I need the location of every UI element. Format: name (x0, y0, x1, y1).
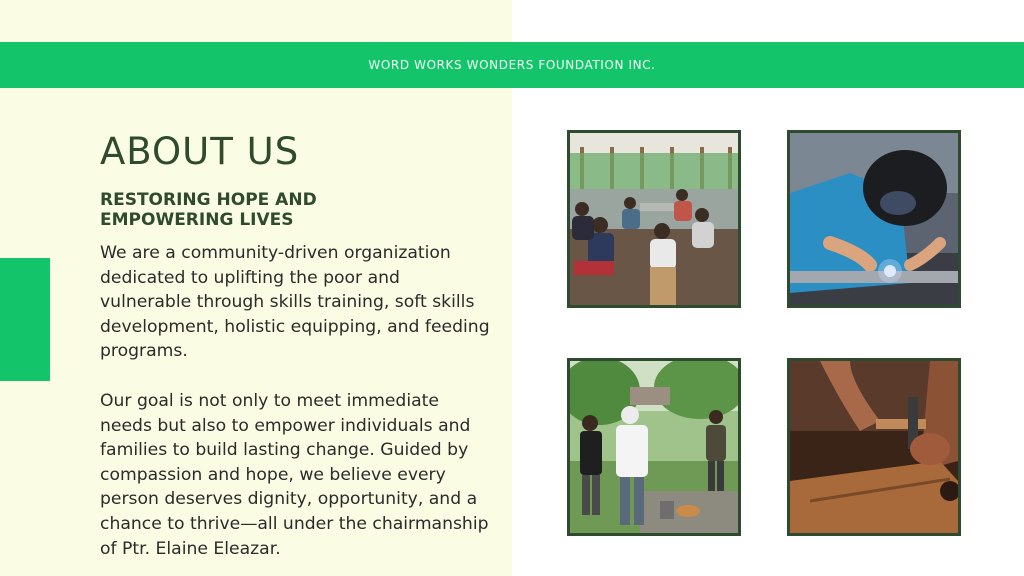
outdoor-community-photo (567, 358, 741, 536)
top-banner (0, 42, 1024, 88)
page-subtitle: RESTORING HOPE AND EMPOWERING LIVES (100, 190, 317, 230)
side-accent-bar (0, 258, 50, 381)
woodworking-photo (787, 358, 961, 536)
about-paragraph-1: We are a community-driven organization dedicated to uplifting the poor and vulnerable through skills training, soft skills development, holistic equipping, and feeding programs. (100, 243, 490, 362)
about-paragraph-2: Our goal is not only to meet immediate needs but also to empower individuals and families to build lasting change. Guided by compassion and hope, we believe every person deserves dignity, opportunity, and a chance to thrive—all under the chairmanship of Ptr. Elaine Eleazar. (100, 391, 489, 559)
organization-name: WORD WORKS WONDERS FOUNDATION INC. (368, 58, 656, 72)
welding-photo (787, 130, 961, 308)
page-title: ABOUT US (100, 130, 300, 173)
group-meeting-photo (567, 130, 741, 308)
